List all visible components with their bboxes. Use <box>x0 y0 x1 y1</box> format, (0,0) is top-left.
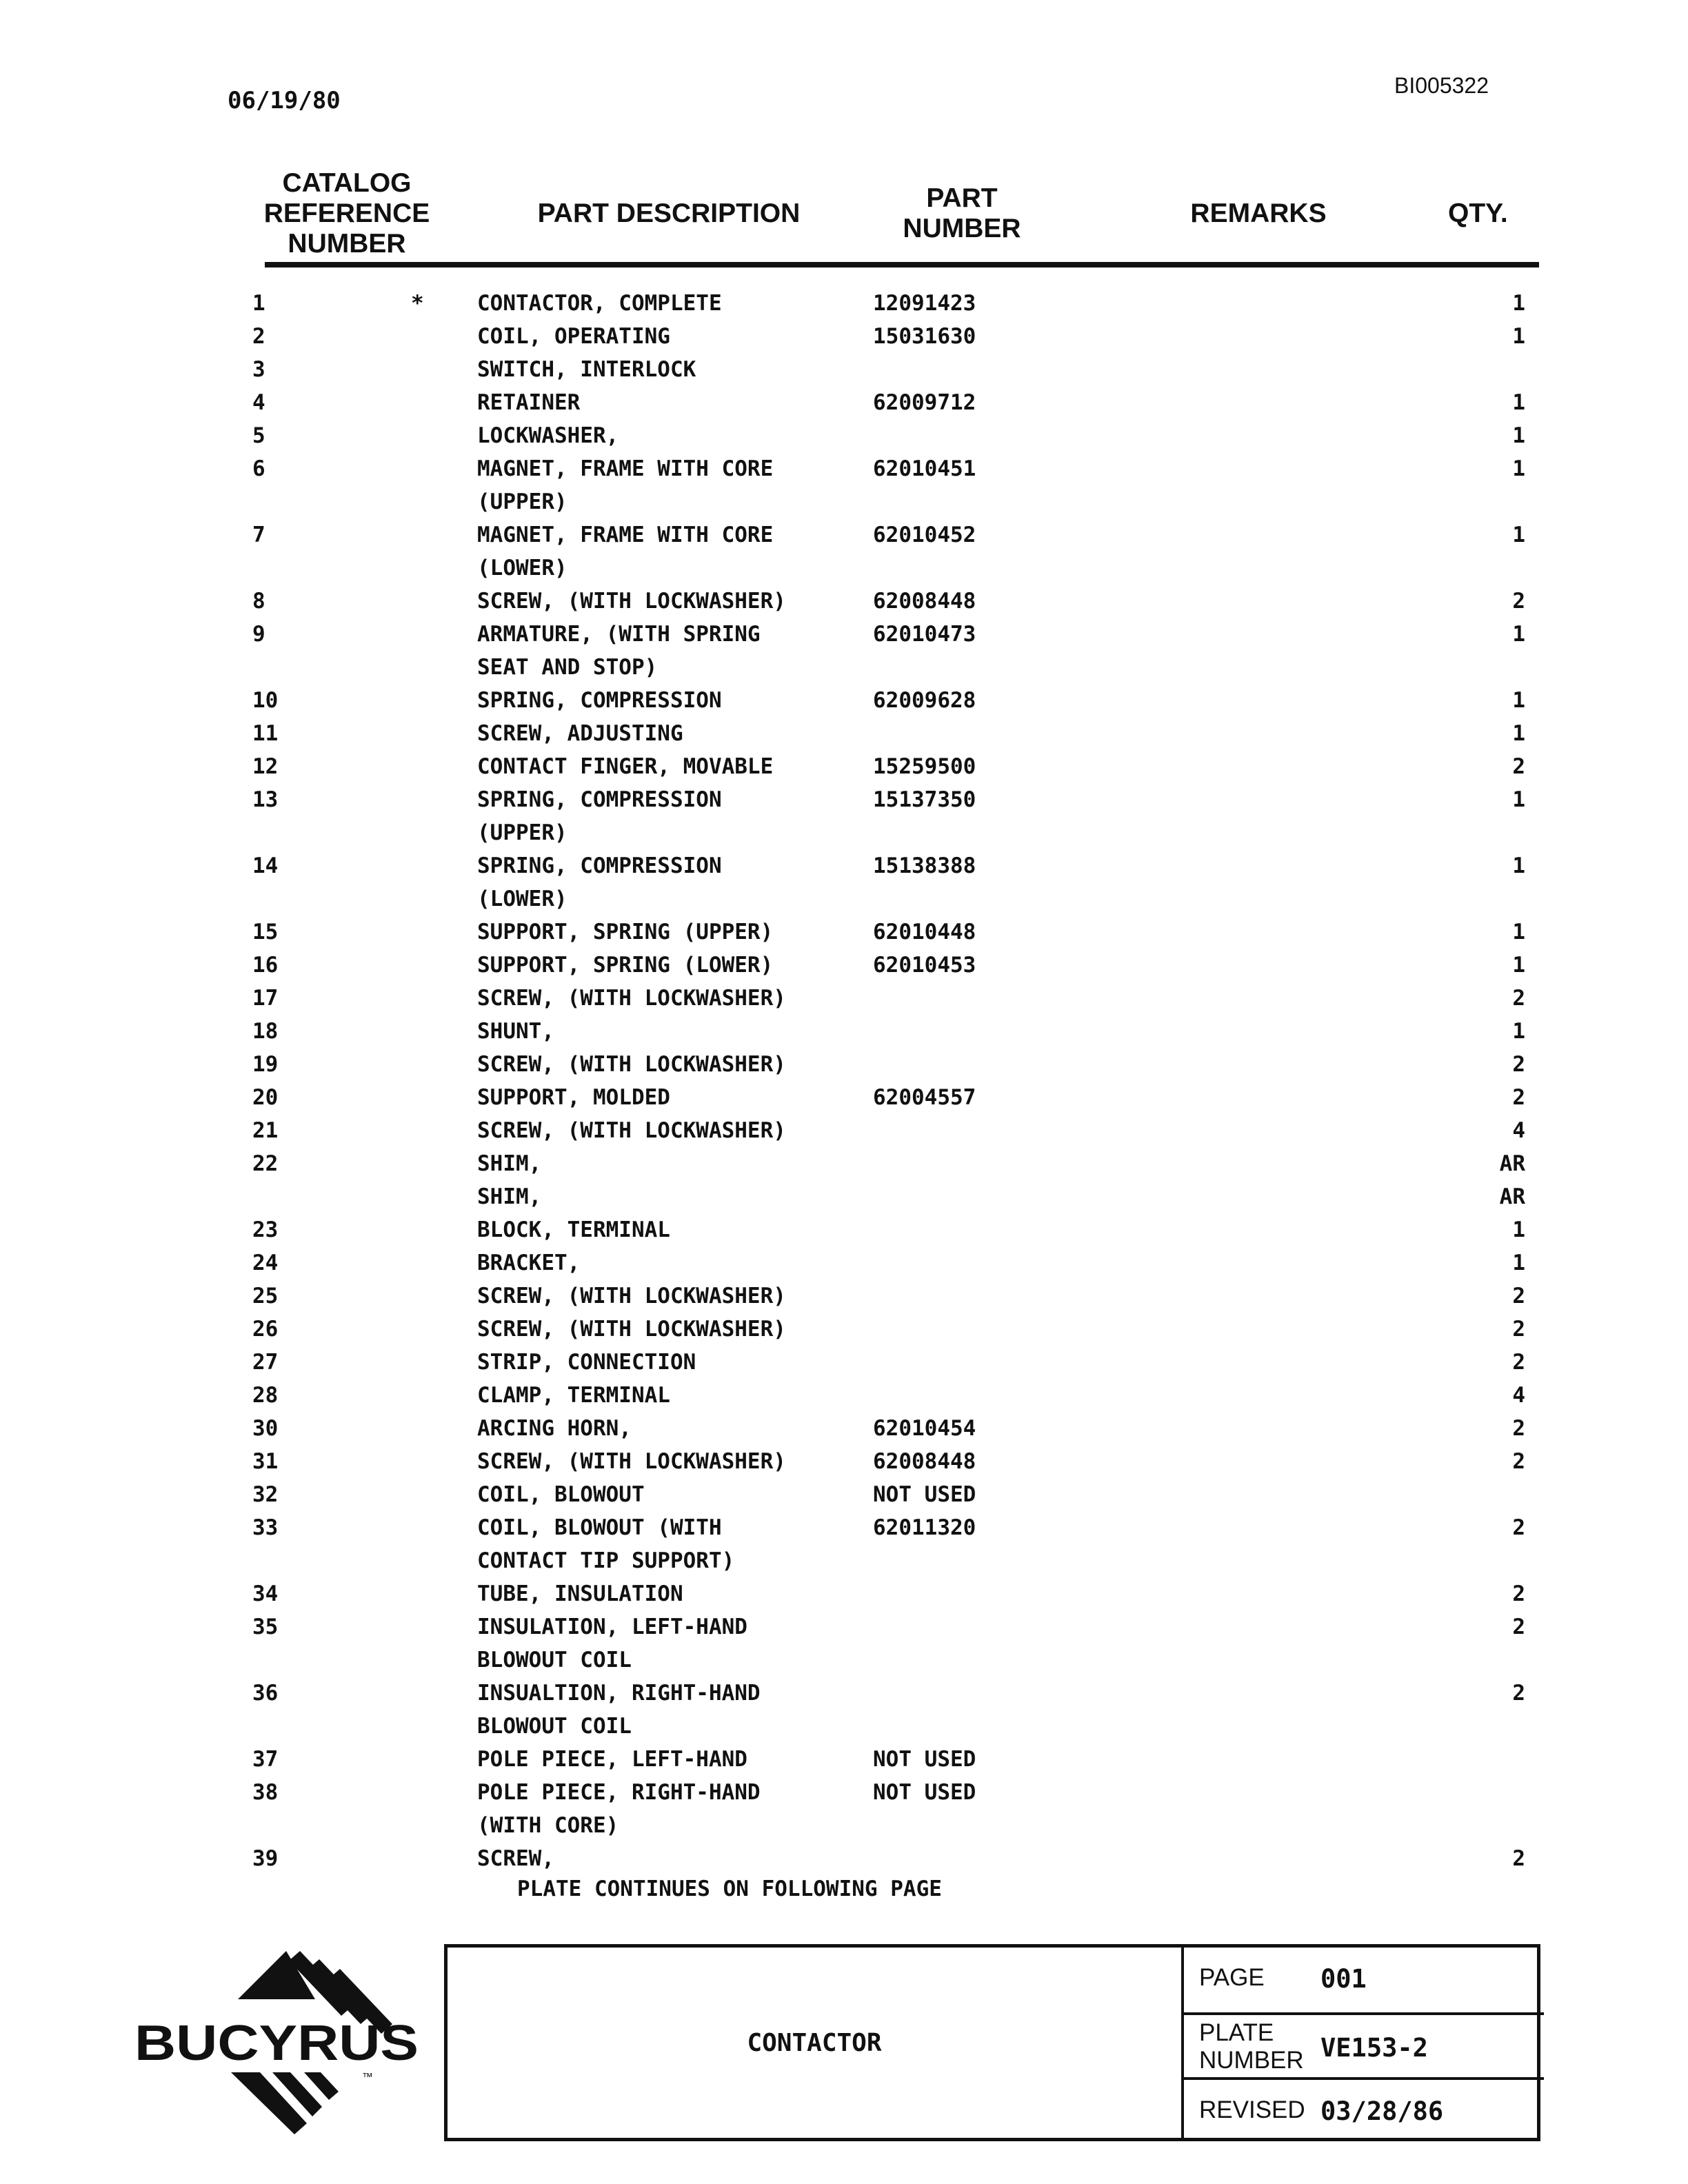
qty-cell: AR <box>1499 1151 1525 1176</box>
description-cell: SHIM, <box>477 1184 542 1209</box>
part-number-cell: 62010454 <box>873 1416 976 1441</box>
description-cell: SCREW, (WITH LOCKWASHER) <box>477 1052 786 1077</box>
bucyrus-logo <box>134 1951 424 2137</box>
title-cell <box>448 1948 1184 2138</box>
description-cell: BLOCK, TERMINAL <box>477 1217 670 1242</box>
parts-row <box>0 1048 1688 1081</box>
catalog-ref-cell: 23 <box>252 1217 279 1242</box>
parts-row <box>0 849 1688 882</box>
parts-row <box>0 1677 1688 1710</box>
catalog-ref-cell: 30 <box>252 1416 279 1441</box>
description-cell: BLOWOUT COIL <box>477 1714 632 1739</box>
qty-cell: 2 <box>1512 1615 1525 1639</box>
description-cell: CONTACTOR, COMPLETE <box>477 291 722 316</box>
part-number-cell: 12091423 <box>873 291 976 316</box>
parts-row <box>0 1313 1688 1346</box>
column-header-qty: QTY. <box>1448 199 1508 228</box>
part-number-cell: 15031630 <box>873 324 976 349</box>
part-number-cell: 62010453 <box>873 953 976 978</box>
parts-row <box>0 1809 1688 1842</box>
catalog-ref-cell: 9 <box>252 622 265 647</box>
parts-row <box>0 320 1688 353</box>
description-cell: MAGNET, FRAME WITH CORE <box>477 456 774 481</box>
description-cell: SPRING, COMPRESSION <box>477 853 722 878</box>
qty-cell: 1 <box>1512 523 1525 547</box>
parts-row <box>0 1180 1688 1213</box>
revised-row <box>1184 2077 1544 2142</box>
catalog-ref-cell: 5 <box>252 423 265 448</box>
catalog-ref-cell: 36 <box>252 1681 279 1706</box>
catalog-ref-cell: 17 <box>252 986 279 1011</box>
parts-row <box>0 717 1688 750</box>
catalog-ref-cell: 37 <box>252 1747 279 1772</box>
part-number-cell: 15259500 <box>873 754 976 779</box>
parts-row <box>0 1577 1688 1610</box>
catalog-ref-cell: 7 <box>252 523 265 547</box>
description-cell: BRACKET, <box>477 1251 581 1275</box>
catalog-ref-cell: 1 <box>252 291 265 316</box>
qty-cell: 1 <box>1512 787 1525 812</box>
parts-row <box>0 452 1688 485</box>
qty-cell: 2 <box>1512 1515 1525 1540</box>
catalog-ref-cell: 6 <box>252 456 265 481</box>
catalog-ref-cell: 14 <box>252 853 279 878</box>
description-cell: (LOWER) <box>477 887 567 911</box>
catalog-ref-cell: 19 <box>252 1052 279 1077</box>
description-cell: MAGNET, FRAME WITH CORE <box>477 523 774 547</box>
parts-row <box>0 419 1688 452</box>
qty-cell: 1 <box>1512 622 1525 647</box>
parts-row <box>0 684 1688 717</box>
description-cell: SCREW, (WITH LOCKWASHER) <box>477 1317 786 1342</box>
logo-trademark: ™ <box>362 2072 373 2083</box>
description-cell: SWITCH, INTERLOCK <box>477 357 696 382</box>
logo-wordmark: BUCYRUS <box>134 2016 419 2071</box>
parts-row <box>0 816 1688 849</box>
description-cell: SCREW, (WITH LOCKWASHER) <box>477 589 786 614</box>
column-header-catalog-ref: CATALOG REFERENCE NUMBER <box>263 168 430 259</box>
qty-cell: 1 <box>1512 456 1525 481</box>
part-number-cell: 62009712 <box>873 390 976 415</box>
part-number-cell: 62008448 <box>873 1449 976 1474</box>
page-row <box>1184 1948 1544 2012</box>
qty-cell: 1 <box>1512 920 1525 944</box>
parts-row <box>0 882 1688 916</box>
description-cell: SCREW, (WITH LOCKWASHER) <box>477 1284 786 1308</box>
document-id: BI005322 <box>1394 73 1489 98</box>
plate-number-value: VE153-2 <box>1320 2033 1428 2063</box>
parts-row <box>0 1081 1688 1114</box>
parts-row <box>0 1346 1688 1379</box>
part-number-cell: NOT USED <box>873 1482 976 1507</box>
catalog-ref-cell: 12 <box>252 754 279 779</box>
parts-row <box>0 1842 1688 1875</box>
part-number-cell: 62009628 <box>873 688 976 713</box>
qty-cell: 1 <box>1512 688 1525 713</box>
qty-cell: 1 <box>1512 390 1525 415</box>
part-number-cell: 62010451 <box>873 456 976 481</box>
parts-row <box>0 1776 1688 1809</box>
parts-row <box>0 1114 1688 1147</box>
description-cell: CLAMP, TERMINAL <box>477 1383 670 1408</box>
parts-row <box>0 1610 1688 1644</box>
parts-row <box>0 618 1688 651</box>
parts-row <box>0 1280 1688 1313</box>
catalog-ref-cell: 15 <box>252 920 279 944</box>
qty-cell: 2 <box>1512 1681 1525 1706</box>
catalog-ref-cell: 21 <box>252 1118 279 1143</box>
revised-label: REVISED <box>1199 2096 1305 2123</box>
spare-marker-cell: * <box>411 291 424 316</box>
qty-cell: 1 <box>1512 1251 1525 1275</box>
catalog-ref-cell: 39 <box>252 1846 279 1871</box>
description-cell: (WITH CORE) <box>477 1813 619 1838</box>
part-number-cell: 62011320 <box>873 1515 976 1540</box>
parts-row <box>0 1445 1688 1478</box>
description-cell: STRIP, CONNECTION <box>477 1350 696 1375</box>
page-label: PAGE <box>1199 1964 1265 1991</box>
description-cell: ARCING HORN, <box>477 1416 632 1441</box>
parts-row <box>0 353 1688 386</box>
catalog-ref-cell: 13 <box>252 787 279 812</box>
parts-row <box>0 949 1688 982</box>
parts-row <box>0 1379 1688 1412</box>
qty-cell: 2 <box>1512 1846 1525 1871</box>
catalog-ref-cell: 35 <box>252 1615 279 1639</box>
catalog-ref-cell: 8 <box>252 589 265 614</box>
description-cell: SCREW, (WITH LOCKWASHER) <box>477 1449 786 1474</box>
catalog-ref-cell: 3 <box>252 357 265 382</box>
plate-number-label: PLATE NUMBER <box>1199 2019 1304 2074</box>
catalog-ref-cell: 18 <box>252 1019 279 1044</box>
parts-row <box>0 1246 1688 1280</box>
parts-row <box>0 1213 1688 1246</box>
catalog-ref-cell: 24 <box>252 1251 279 1275</box>
description-cell: LOCKWASHER, <box>477 423 619 448</box>
description-cell: BLOWOUT COIL <box>477 1648 632 1672</box>
parts-row <box>0 585 1688 618</box>
qty-cell: 2 <box>1512 1317 1525 1342</box>
description-cell: SCREW, (WITH LOCKWASHER) <box>477 986 786 1011</box>
parts-row <box>0 750 1688 783</box>
parts-row <box>0 982 1688 1015</box>
column-header-part-number: PART NUMBER <box>903 183 1021 243</box>
parts-row <box>0 386 1688 419</box>
description-cell: SUPPORT, SPRING (UPPER) <box>477 920 774 944</box>
parts-row <box>0 1710 1688 1743</box>
qty-cell: 2 <box>1512 1085 1525 1110</box>
title-block <box>444 1944 1540 2141</box>
qty-cell: 1 <box>1512 721 1525 746</box>
qty-cell: 2 <box>1512 1581 1525 1606</box>
qty-cell: 2 <box>1512 1052 1525 1077</box>
description-cell: SPRING, COMPRESSION <box>477 787 722 812</box>
parts-row <box>0 1478 1688 1511</box>
catalog-ref-cell: 20 <box>252 1085 279 1110</box>
qty-cell: 1 <box>1512 423 1525 448</box>
description-cell: POLE PIECE, LEFT-HAND <box>477 1747 747 1772</box>
parts-list <box>0 287 1688 1875</box>
revised-value: 03/28/86 <box>1320 2096 1444 2126</box>
description-cell: POLE PIECE, RIGHT-HAND <box>477 1780 761 1805</box>
parts-row <box>0 1544 1688 1577</box>
parts-row <box>0 287 1688 320</box>
description-cell: RETAINER <box>477 390 581 415</box>
catalog-ref-cell: 2 <box>252 324 265 349</box>
qty-cell: 4 <box>1512 1118 1525 1143</box>
description-cell: SCREW, <box>477 1846 554 1871</box>
qty-cell: 2 <box>1512 1416 1525 1441</box>
description-cell: INSULATION, LEFT-HAND <box>477 1615 747 1639</box>
qty-cell: 2 <box>1512 1284 1525 1308</box>
part-number-cell: 62010448 <box>873 920 976 944</box>
description-cell: INSUALTION, RIGHT-HAND <box>477 1681 761 1706</box>
qty-cell: 2 <box>1512 589 1525 614</box>
part-number-cell: 62010473 <box>873 622 976 647</box>
qty-cell: 1 <box>1512 1217 1525 1242</box>
description-cell: SHUNT, <box>477 1019 554 1044</box>
plate-number-row <box>1184 2012 1544 2077</box>
description-cell: (UPPER) <box>477 820 567 845</box>
description-cell: TUBE, INSULATION <box>477 1581 683 1606</box>
parts-row <box>0 783 1688 816</box>
description-cell: SUPPORT, SPRING (LOWER) <box>477 953 774 978</box>
catalog-ref-cell: 38 <box>252 1780 279 1805</box>
part-number-cell: NOT USED <box>873 1747 976 1772</box>
qty-cell: 1 <box>1512 291 1525 316</box>
description-cell: SEAT AND STOP) <box>477 655 658 680</box>
qty-cell: 2 <box>1512 1350 1525 1375</box>
qty-cell: 2 <box>1512 754 1525 779</box>
catalog-ref-cell: 11 <box>252 721 279 746</box>
plate-title: CONTACTOR <box>747 2029 882 2057</box>
description-cell: CONTACT TIP SUPPORT) <box>477 1548 735 1573</box>
parts-row <box>0 1511 1688 1544</box>
catalog-ref-cell: 10 <box>252 688 279 713</box>
catalog-ref-cell: 31 <box>252 1449 279 1474</box>
qty-cell: 4 <box>1512 1383 1525 1408</box>
catalog-ref-cell: 22 <box>252 1151 279 1176</box>
qty-cell: 2 <box>1512 986 1525 1011</box>
qty-cell: 2 <box>1512 1449 1525 1474</box>
parts-row <box>0 1015 1688 1048</box>
qty-cell: 1 <box>1512 1019 1525 1044</box>
catalog-ref-cell: 25 <box>252 1284 279 1308</box>
parts-row <box>0 1644 1688 1677</box>
column-header-remarks: REMARKS <box>1190 199 1327 228</box>
parts-row <box>0 1147 1688 1180</box>
qty-cell: 1 <box>1512 853 1525 878</box>
qty-cell: AR <box>1499 1184 1525 1209</box>
qty-cell: 1 <box>1512 324 1525 349</box>
description-cell: SUPPORT, MOLDED <box>477 1085 670 1110</box>
parts-row <box>0 1743 1688 1776</box>
column-header-description: PART DESCRIPTION <box>537 199 801 228</box>
description-cell: SHIM, <box>477 1151 542 1176</box>
page-value: 001 <box>1320 1964 1367 1994</box>
catalog-ref-cell: 32 <box>252 1482 279 1507</box>
parts-row <box>0 916 1688 949</box>
catalog-ref-cell: 34 <box>252 1581 279 1606</box>
catalog-ref-cell: 26 <box>252 1317 279 1342</box>
part-number-cell: NOT USED <box>873 1780 976 1805</box>
description-cell: (LOWER) <box>477 556 567 580</box>
description-cell: (UPPER) <box>477 489 567 514</box>
part-number-cell: 62004557 <box>873 1085 976 1110</box>
parts-row <box>0 1412 1688 1445</box>
catalog-ref-cell: 4 <box>252 390 265 415</box>
catalog-ref-cell: 16 <box>252 953 279 978</box>
catalog-ref-cell: 33 <box>252 1515 279 1540</box>
description-cell: SCREW, (WITH LOCKWASHER) <box>477 1118 786 1143</box>
continuation-note: PLATE CONTINUES ON FOLLOWING PAGE <box>517 1877 942 1901</box>
part-number-cell: 62008448 <box>873 589 976 614</box>
part-number-cell: 62010452 <box>873 523 976 547</box>
description-cell: COIL, BLOWOUT (WITH <box>477 1515 722 1540</box>
part-number-cell: 15137350 <box>873 787 976 812</box>
parts-row <box>0 552 1688 585</box>
description-cell: CONTACT FINGER, MOVABLE <box>477 754 774 779</box>
description-cell: COIL, OPERATING <box>477 324 670 349</box>
catalog-ref-cell: 27 <box>252 1350 279 1375</box>
qty-cell: 1 <box>1512 953 1525 978</box>
part-number-cell: 15138388 <box>873 853 976 878</box>
catalog-ref-cell: 28 <box>252 1383 279 1408</box>
document-date: 06/19/80 <box>228 87 341 114</box>
description-cell: ARMATURE, (WITH SPRING <box>477 622 761 647</box>
description-cell: COIL, BLOWOUT <box>477 1482 645 1507</box>
description-cell: SPRING, COMPRESSION <box>477 688 722 713</box>
parts-row <box>0 485 1688 518</box>
parts-row <box>0 651 1688 684</box>
parts-row <box>0 518 1688 552</box>
header-rule <box>265 262 1539 267</box>
description-cell: SCREW, ADJUSTING <box>477 721 683 746</box>
